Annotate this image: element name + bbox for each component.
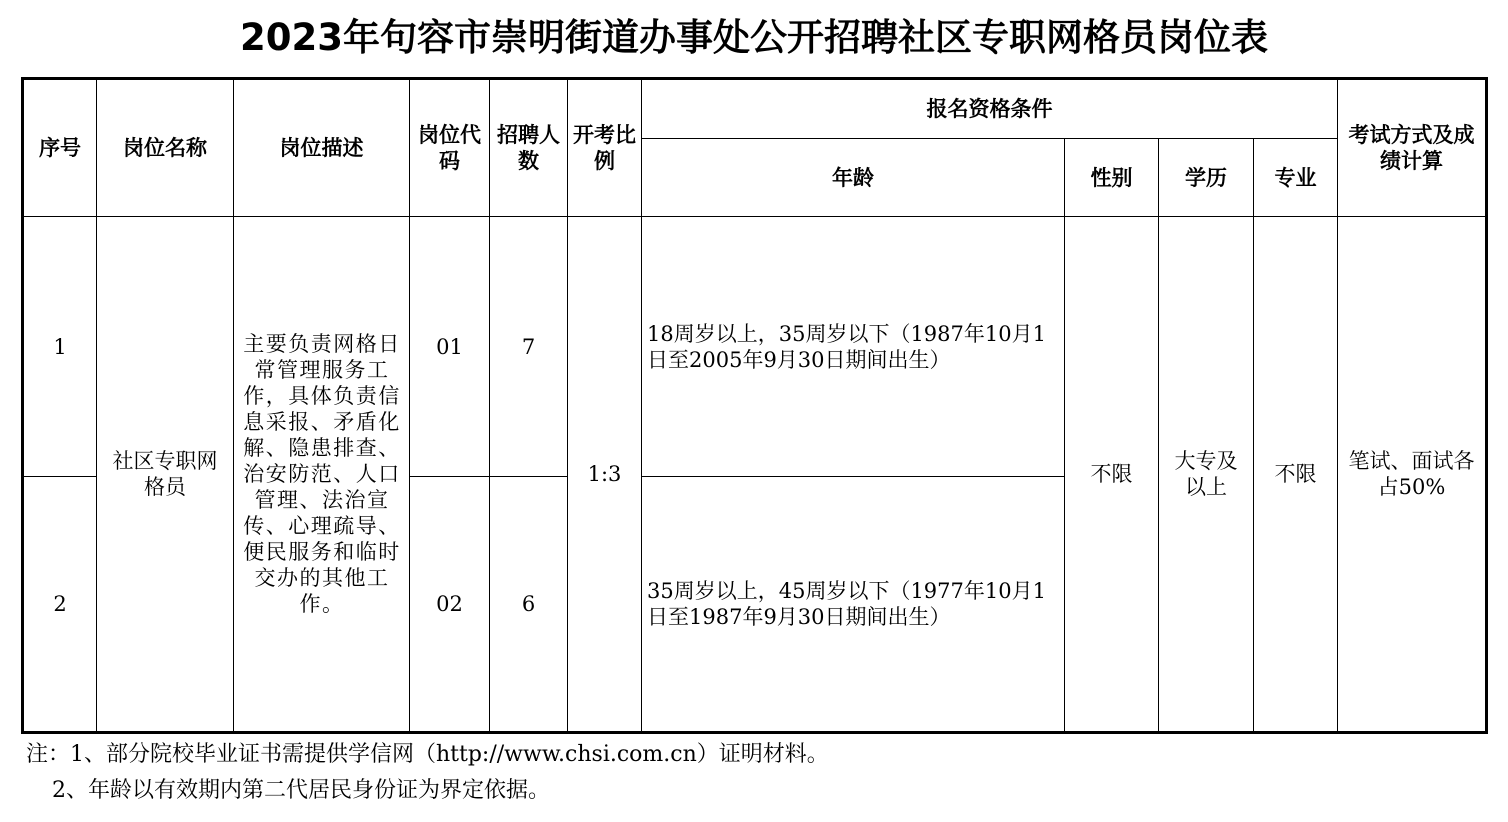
header-gender: 性别 — [1065, 139, 1159, 217]
page-title: 2023年句容市崇明街道办事处公开招聘社区专职网格员岗位表 — [240, 16, 1268, 59]
header-post-code: 岗位代码 — [410, 79, 490, 217]
header-post-desc: 岗位描述 — [234, 79, 410, 217]
row-count: 7 — [490, 217, 568, 477]
row-seq: 1 — [23, 217, 97, 477]
row-seq: 2 — [23, 477, 97, 733]
header-exam-method: 考试方式及成绩计算 — [1338, 79, 1487, 217]
education: 大专及以上 — [1159, 217, 1254, 733]
notes — [26, 737, 829, 809]
header-education: 学历 — [1159, 139, 1254, 217]
gender: 不限 — [1065, 217, 1159, 733]
note-1: 注：1、部分院校毕业证书需提供学信网（http://www.chsi.com.cn）证明材料。 — [26, 742, 829, 767]
post-description: 主要负责网格日常管理服务工作，具体负责信息采报、矛盾化解、隐患排查、治安防范、人口管理、法治宣传、心理疏导、便民服务和临时交办的其他工作。 — [234, 217, 410, 733]
post-name: 社区专职网格员 — [97, 217, 234, 733]
header-age: 年龄 — [642, 139, 1065, 217]
row-code: 01 — [410, 217, 490, 477]
exam-method: 笔试、面试各占50% — [1338, 217, 1487, 733]
row-age: 35周岁以上，45周岁以下（1977年10月1日至1987年9月30日期间出生） — [642, 477, 1065, 733]
header-exam-ratio: 开考比例 — [568, 79, 642, 217]
header-seq: 序号 — [23, 79, 97, 217]
header-major: 专业 — [1254, 139, 1338, 217]
note-2: 2、年龄以有效期内第二代居民身份证为界定依据。 — [52, 778, 550, 803]
header-post-name: 岗位名称 — [97, 79, 234, 217]
position-table — [21, 77, 1488, 734]
row-code: 02 — [410, 477, 490, 733]
row-age: 18周岁以上，35周岁以下（1987年10月1日至2005年9月30日期间出生） — [642, 217, 1065, 477]
header-qualification: 报名资格条件 — [642, 79, 1338, 139]
row-count: 6 — [490, 477, 568, 733]
table-row — [23, 217, 1487, 477]
header-hire-count: 招聘人数 — [490, 79, 568, 217]
exam-ratio: 1:3 — [568, 217, 642, 733]
major: 不限 — [1254, 217, 1338, 733]
